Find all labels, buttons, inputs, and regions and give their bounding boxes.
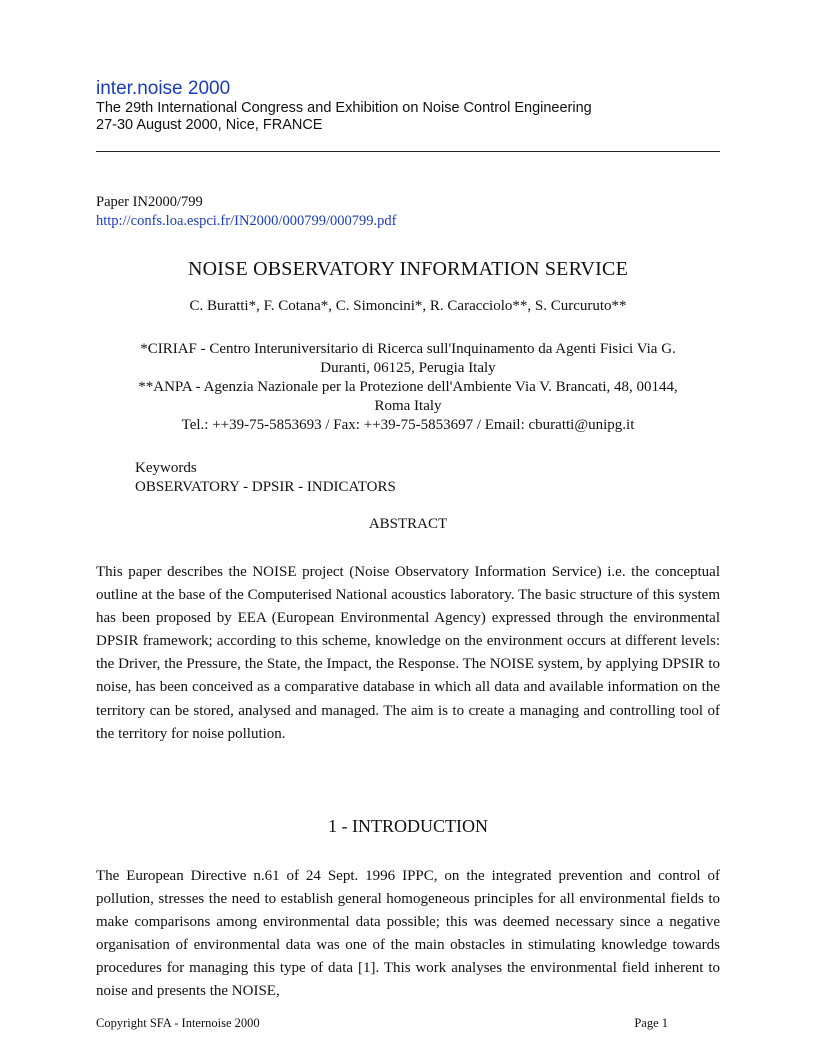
- affiliation-line: **ANPA - Agenzia Nazionale per la Protezione dell'Ambiente Via V. Brancati, 48, 00144,: [138, 379, 678, 395]
- conference-subtitle: The 29th International Congress and Exhibition on Noise Control Engineering: [96, 100, 592, 116]
- keywords-label: Keywords: [135, 460, 197, 476]
- copyright-notice: Copyright SFA - Internoise 2000: [96, 1016, 260, 1030]
- paper-url-link[interactable]: http://confs.loa.espci.fr/IN2000/000799/000799.pdf: [96, 213, 397, 229]
- abstract-paragraph: This paper describes the NOISE project (Noise Observatory Information Service) i.e. the conceptual outline at the base of the Computerised National acoustics laboratory. The basic structure of this system has been proposed by EEA (European Environmental Agency) expressed through the environmental DPSIR framework; according to this scheme, knowledge on the environment occurs at different levels: the Driver, the Pressure, the State, the Impact, the Response. The NOISE system, by applying DPSIR to noise, has been conceived as a comparative database in which all data and available information on the territory can be stored, analysed and managed. The aim is to create a managing and controlling tool of the territory for noise pollution.: [96, 564, 720, 742]
- affiliations: [96, 340, 720, 435]
- affiliation-line: Duranti, 06125, Perugia Italy: [320, 360, 496, 376]
- header-divider: [96, 151, 720, 152]
- page-footer: [96, 1016, 720, 1031]
- conference-date-place: 27-30 August 2000, Nice, FRANCE: [96, 117, 323, 133]
- keywords-list: OBSERVATORY - DPSIR - INDICATORS: [135, 479, 396, 495]
- conference-name: inter.noise 2000: [96, 78, 231, 99]
- paper-number: Paper IN2000/799: [96, 194, 203, 210]
- introduction-paragraph: The European Directive n.61 of 24 Sept. 1996 IPPC, on the integrated prevention and control of pollution, stresses the need to establish general homogeneous principles for all environmental fields to make comparisons among environmental data possible; this was deemed necessary since a negative organisation of environmental data was one of the main obstacles in stimulating knowledge towards procedures for managing this type of data [1]. This work analyses the environmental field inherent to noise and presents the NOISE,: [96, 868, 720, 1000]
- contact-line: Tel.: ++39-75-5853693 / Fax: ++39-75-5853697 / Email: cburatti@unipg.it: [181, 417, 635, 433]
- abstract-heading: ABSTRACT: [368, 516, 448, 532]
- page-number: Page 1: [634, 1016, 668, 1030]
- introduction-heading: 1 - INTRODUCTION: [328, 816, 488, 836]
- keywords-block: [135, 459, 396, 497]
- affiliation-line: *CIRIAF - Centro Interuniversitario di Ricerca sull'Inquinamento da Agenti Fisici Via G.: [140, 341, 676, 357]
- affiliation-line: Roma Italy: [374, 398, 442, 414]
- paper-title: NOISE OBSERVATORY INFORMATION SERVICE: [188, 258, 628, 280]
- paper-identifier: [96, 193, 396, 231]
- paper-page: [96, 0, 720, 1056]
- paper-authors: C. Buratti*, F. Cotana*, C. Simoncini*, R. Caracciolo**, S. Curcuruto**: [189, 298, 627, 314]
- conference-header: [96, 78, 720, 134]
